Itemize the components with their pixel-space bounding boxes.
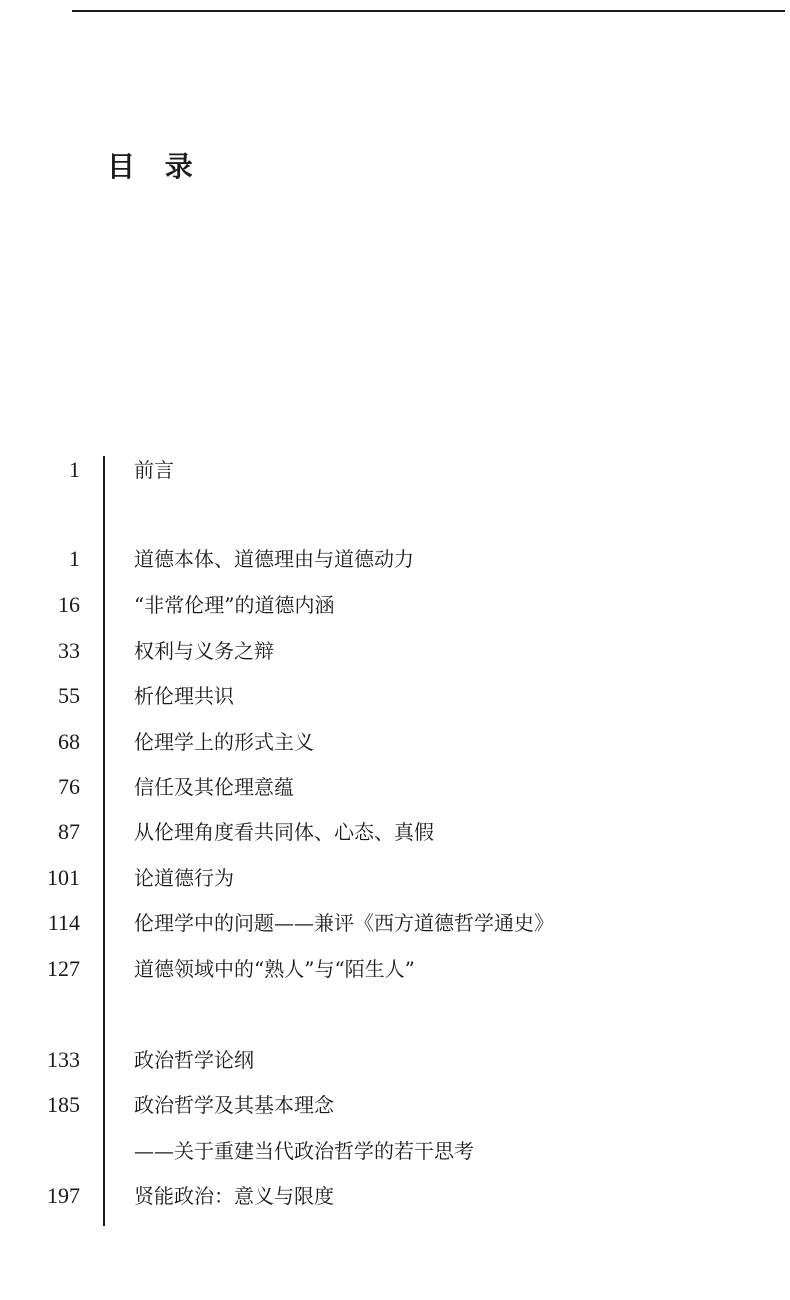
- toc-page-number: 133: [47, 1047, 80, 1072]
- toc-entry[interactable]: [0, 544, 790, 574]
- toc-page-number: 197: [47, 1183, 80, 1208]
- toc-subentry[interactable]: [0, 1136, 790, 1166]
- toc-entry[interactable]: [0, 1181, 790, 1211]
- toc-entry-subtitle[interactable]: ——关于重建当代政治哲学的若干思考: [134, 1139, 474, 1163]
- toc-entry[interactable]: [0, 1090, 790, 1120]
- toc-page-number: 101: [47, 865, 80, 890]
- toc-entry-title[interactable]: 信任及其伦理意蕴: [134, 775, 294, 799]
- toc-page-number: 16: [58, 592, 80, 617]
- toc-entry[interactable]: [0, 727, 790, 757]
- toc-page-number: 114: [47, 910, 80, 935]
- toc-page-number: 1: [69, 457, 80, 482]
- toc-entry[interactable]: [0, 817, 790, 847]
- toc-entry[interactable]: [0, 954, 790, 984]
- toc-entry-title[interactable]: 政治哲学论纲: [134, 1048, 254, 1072]
- toc-entry-title[interactable]: 前言: [134, 458, 174, 482]
- toc-page-number: 127: [47, 956, 80, 981]
- toc-page-number: 33: [58, 638, 80, 663]
- toc-entry-title[interactable]: 伦理学中的问题——兼评《西方道德哲学通史》: [134, 911, 554, 935]
- toc-entry-title[interactable]: 贤能政治：意义与限度: [134, 1184, 334, 1208]
- toc-entry[interactable]: [0, 772, 790, 802]
- toc-page-number: 1: [69, 546, 80, 571]
- toc-entry[interactable]: [0, 590, 790, 620]
- toc-entry-title[interactable]: 道德领域中的“熟人”与“陌生人”: [134, 957, 415, 981]
- page-title: 目 录: [107, 150, 203, 183]
- toc-page-number: 76: [58, 774, 80, 799]
- toc-entry-title[interactable]: 道德本体、道德理由与道德动力: [134, 547, 414, 571]
- toc-entry-title[interactable]: 伦理学上的形式主义: [134, 730, 314, 754]
- toc-entry-title[interactable]: 权利与义务之辩: [134, 639, 274, 663]
- top-rule: [72, 10, 785, 12]
- toc-entry[interactable]: [0, 681, 790, 711]
- toc-entry[interactable]: [0, 636, 790, 666]
- toc-page-number: 68: [58, 729, 80, 754]
- toc-entry-title[interactable]: 析伦理共识: [134, 684, 234, 708]
- toc-entry-title[interactable]: 论道德行为: [134, 866, 234, 890]
- toc-page-number: 185: [47, 1092, 80, 1117]
- toc-page-number: 55: [58, 683, 80, 708]
- toc-entry-title[interactable]: 政治哲学及其基本理念: [134, 1093, 334, 1117]
- toc-entry[interactable]: [0, 1045, 790, 1075]
- toc-page-number: 87: [58, 819, 80, 844]
- toc-entry-title[interactable]: “非常伦理”的道德内涵: [134, 593, 335, 617]
- toc-entry[interactable]: [0, 863, 790, 893]
- toc-entry[interactable]: [0, 908, 790, 938]
- toc-entry-title[interactable]: 从伦理角度看共同体、心态、真假: [134, 820, 434, 844]
- toc-entry-preface[interactable]: [0, 455, 790, 485]
